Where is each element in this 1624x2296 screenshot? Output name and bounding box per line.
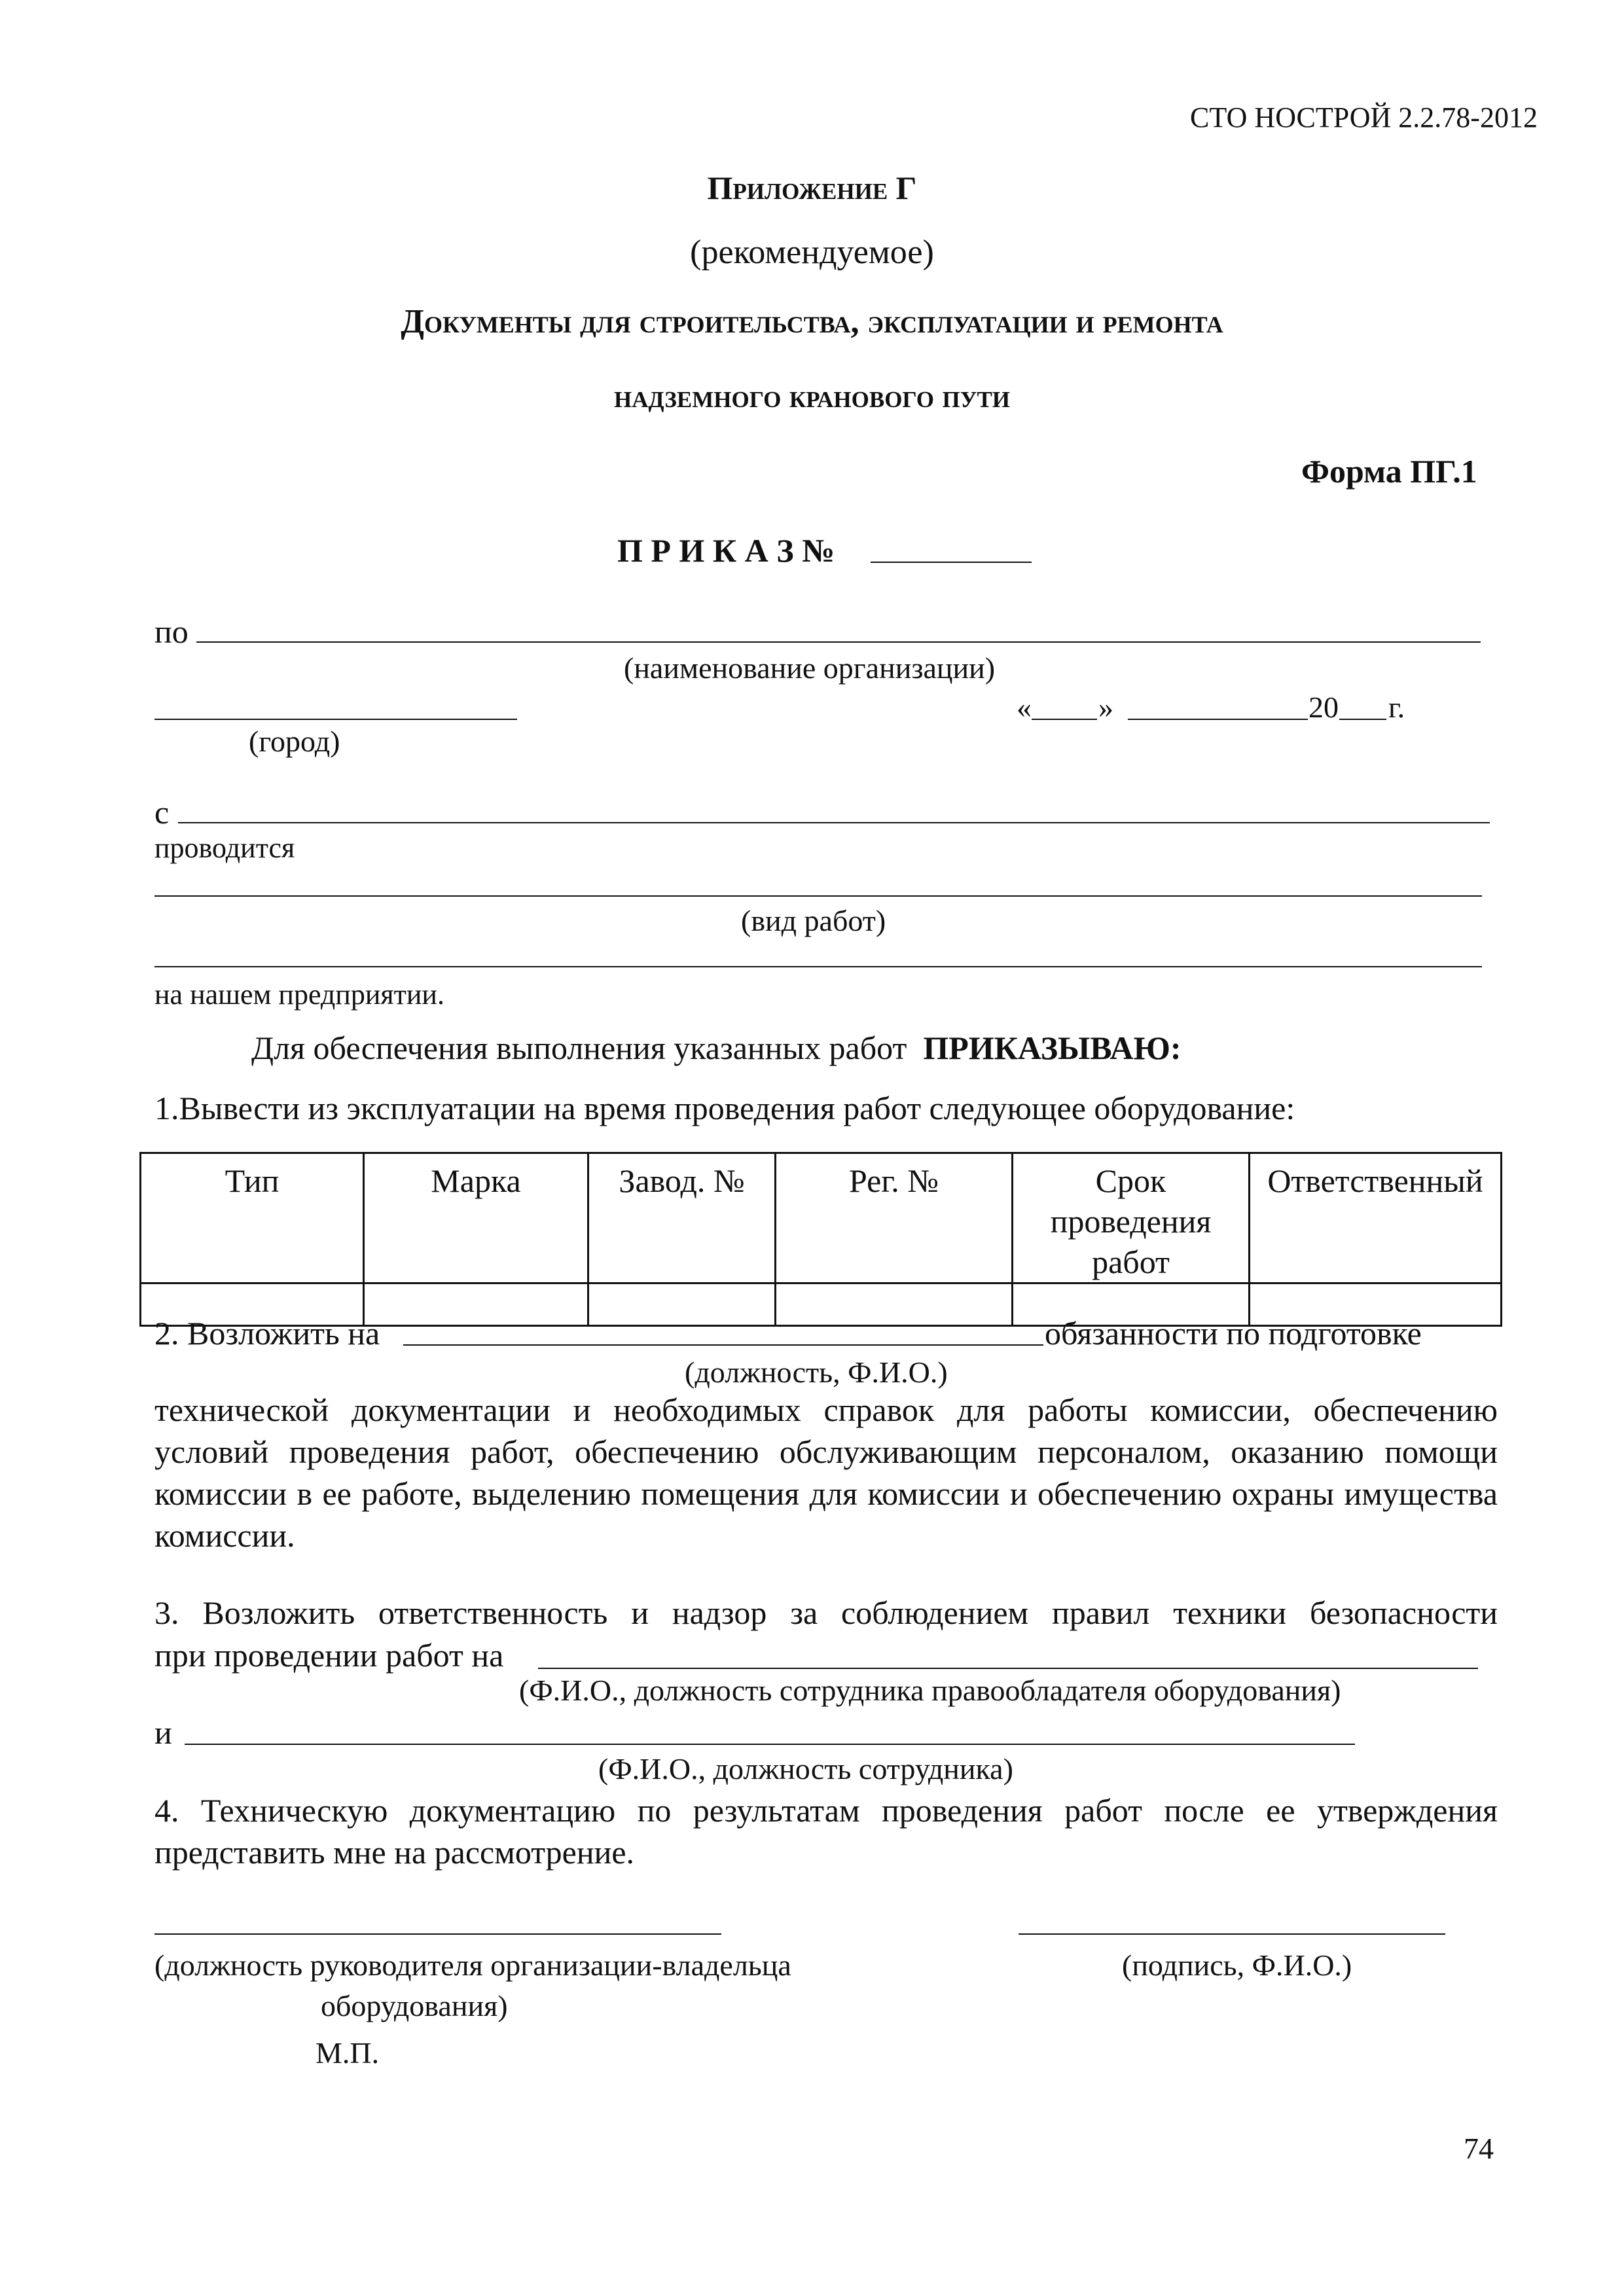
position-caption-line1: (должность руководителя организации-владельца: [154, 1948, 791, 1982]
table-header-reg: Рег. №: [776, 1153, 1013, 1283]
table-cell-serial[interactable]: [588, 1283, 776, 1326]
page-number: 74: [1464, 2132, 1494, 2165]
annex-heading-line1: Документы для строительства, эксплуатации и ремонта: [401, 303, 1223, 340]
item2-person-field[interactable]: [403, 1344, 1043, 1346]
date-year-field[interactable]: [1339, 719, 1386, 720]
item3-line2-start: при проведении работ на: [154, 1637, 504, 1674]
equipment-table: [139, 1152, 1502, 1327]
item2-start: 2. Возложить на: [154, 1315, 380, 1352]
table-header-brand: Марка: [364, 1153, 588, 1283]
work-date-field[interactable]: [178, 822, 1490, 823]
item3-person2-field[interactable]: [185, 1744, 1355, 1745]
table-cell-brand[interactable]: [364, 1283, 588, 1326]
intro-order-word: ПРИКАЗЫВАЮ:: [923, 1030, 1182, 1066]
date-year-prefix: 20: [1308, 691, 1339, 724]
manager-position-field[interactable]: [154, 1933, 721, 1935]
annex-subtitle: (рекомендуемое): [690, 234, 934, 271]
org-caption: (наименование организации): [624, 651, 996, 685]
item2-end: обязанности по подготовке: [1045, 1315, 1422, 1352]
date-quote-close: »: [1098, 691, 1113, 724]
work-conducted: проводится: [154, 832, 295, 864]
signature-field[interactable]: [1019, 1933, 1445, 1935]
date-day-field[interactable]: [1032, 719, 1097, 720]
date-quote-open: «: [1017, 691, 1032, 724]
item3-caption1: (Ф.И.О., должность сотрудника правообладателя оборудования): [519, 1674, 1341, 1707]
table-cell-reg[interactable]: [776, 1283, 1013, 1326]
order-number-field[interactable]: [871, 562, 1032, 563]
city-caption: (город): [249, 725, 340, 758]
stamp-label: М.П.: [316, 2036, 380, 2070]
item1-text: 1.Вывести из эксплуатации на время проведения работ следующее оборудование:: [154, 1090, 1295, 1126]
work-type-caption: (вид работ): [741, 904, 886, 937]
table-header-responsible: Ответственный: [1250, 1153, 1502, 1283]
table-header-type: Тип: [141, 1153, 364, 1283]
work-from-prefix: с: [154, 794, 170, 831]
equipment-table-header-row: [141, 1153, 1502, 1283]
intro-text: Для обеспечения выполнения указанных работ: [251, 1030, 907, 1066]
date-year-suffix: г.: [1388, 691, 1405, 724]
item3-person-field[interactable]: [538, 1668, 1478, 1669]
work-type-field-2[interactable]: [154, 966, 1482, 967]
item4-text: 4. Техническую документацию по результатам проведения работ после ее утверждения представить мне на рассмотрение.: [154, 1792, 1498, 1871]
item3-line1: 3. Возложить ответственность и надзор за соблюдением правил техники безопасности: [154, 1594, 1498, 1631]
intro-line: [251, 1031, 1182, 1064]
annex-heading-line2: надземного кранового пути: [613, 378, 1011, 414]
org-name-field[interactable]: [196, 641, 1481, 643]
work-location: на нашем предприятии.: [154, 978, 444, 1011]
item2-body: технической документации и необходимых справок для работы комиссии, обеспечению условий проведения работ, обеспечению обслуживающим персоналом, оказанию помощи комиссии в ее работе, выделению помещения для комиссии и обеспечению охраны имущества комиссии.: [154, 1391, 1498, 1554]
position-caption-line2: оборудования): [321, 1989, 508, 2022]
org-prefix: по: [154, 613, 189, 650]
table-header-serial: Завод. №: [588, 1153, 776, 1283]
item3-and: и: [154, 1714, 172, 1751]
date-month-field[interactable]: [1128, 719, 1308, 720]
table-header-period: Срок проведения работ: [1013, 1153, 1250, 1283]
annex-title: Приложение Г: [707, 170, 917, 206]
form-label: Форма ПГ.1: [1301, 453, 1477, 490]
signature-caption: (подпись, Ф.И.О.): [1122, 1948, 1352, 1982]
work-type-field[interactable]: [154, 895, 1482, 897]
order-title: П Р И К А З №: [617, 532, 835, 569]
item2-caption: (должность, Ф.И.О.): [685, 1355, 948, 1389]
item3-caption2: (Ф.И.О., должность сотрудника): [598, 1752, 1013, 1785]
city-field[interactable]: [154, 719, 517, 720]
standard-code: СТО НОСТРОЙ 2.2.78-2012: [1190, 101, 1538, 134]
